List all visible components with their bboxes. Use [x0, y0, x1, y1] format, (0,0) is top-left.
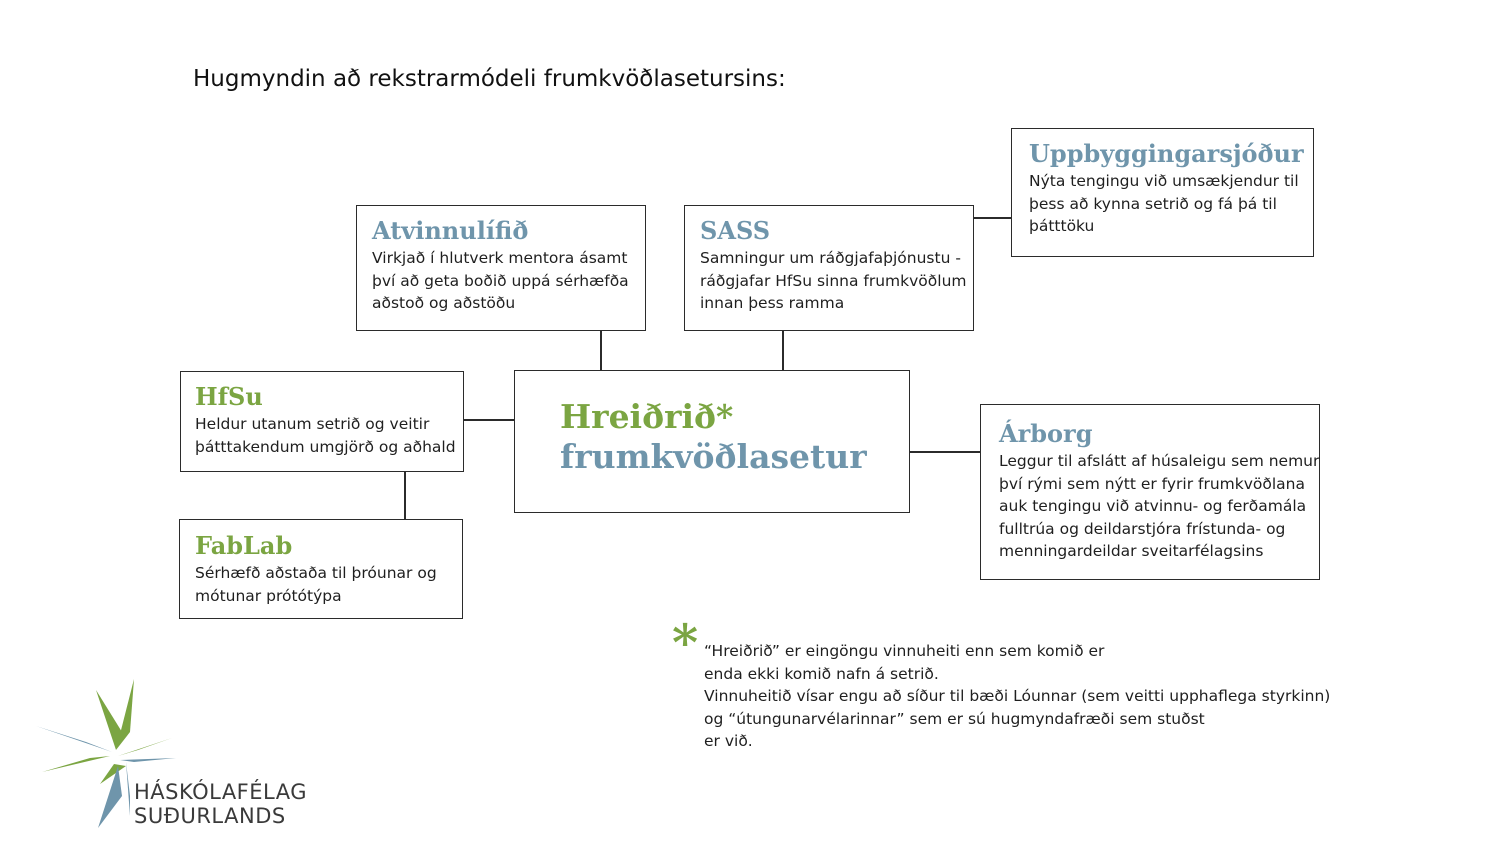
- box-sass-body: [700, 247, 973, 315]
- connector-hfsu-fablab: [404, 471, 406, 520]
- logo-text-line1: HÁSKÓLAFÉLAG: [134, 780, 307, 804]
- box-hfsu-line: þátttakendum umgjörð og aðhald: [195, 437, 456, 456]
- box-hfsu-title: HfSu: [195, 382, 263, 411]
- connector-center-arborg: [909, 451, 981, 453]
- logo-leaf-shape: [36, 726, 112, 752]
- box-arborg-title: Árborg: [999, 419, 1093, 448]
- footnote-text: [704, 640, 1330, 753]
- footnote-asterisk-icon: *: [672, 613, 699, 672]
- footnote-line: og “útungunarvélarinnar” sem er sú hugmyndafræði sem stuðst: [704, 709, 1205, 728]
- box-arborg-line: fulltrúa og deildarstjóra frístunda- og: [999, 519, 1286, 538]
- box-arborg-body: [999, 450, 1319, 563]
- box-uppbyggingarsjodur-line: þess að kynna setrið og fá þá til: [1029, 194, 1277, 213]
- box-arborg: [980, 404, 1320, 580]
- connector-hfsu-center: [462, 419, 515, 421]
- box-sass-line: ráðgjafar HfSu sinna frumkvöðlum: [700, 271, 967, 290]
- box-arborg-line: Leggur til afslátt af húsaleigu sem nemur: [999, 452, 1320, 470]
- logo-text-line2: SUÐURLANDS: [134, 804, 286, 828]
- logo-leaf-shape: [126, 762, 130, 816]
- box-uppbyggingarsjodur-line: þátttöku: [1029, 217, 1095, 235]
- box-hfsu-body: [195, 413, 463, 458]
- box-uppbyggingarsjodur-body: [1029, 170, 1313, 238]
- logo-text: [134, 780, 307, 828]
- box-uppbyggingarsjodur-line: Nýta tengingu við umsækjendur til: [1029, 172, 1299, 190]
- connector-sass-uppbyggingarsjodur: [973, 217, 1012, 219]
- logo-leaf-shape: [120, 758, 176, 762]
- box-atvinnulifid-line: Virkjað í hlutverk mentora ásamt: [372, 249, 628, 267]
- box-atvinnulifid-title: Atvinnulífið: [372, 216, 529, 245]
- box-fablab-title: FabLab: [195, 531, 293, 560]
- connector-atvinnulifid-center: [600, 330, 602, 372]
- box-fablab-line: mótunar prótótýpa: [195, 586, 342, 605]
- box-center-hreidrid: [514, 370, 910, 513]
- logo-leaf-shape: [118, 738, 172, 756]
- footnote-line: “Hreiðrið” er eingöngu vinnuheiti enn sem komið er: [704, 642, 1105, 660]
- box-fablab: [179, 519, 463, 619]
- box-atvinnulifid-line: aðstoð og aðstöðu: [372, 294, 516, 312]
- box-sass: [684, 205, 974, 331]
- page-title: Hugmyndin að rekstrarmódeli frumkvöðlasetursins:: [193, 66, 786, 92]
- box-fablab-line: Sérhæfð aðstaða til þróunar og: [195, 564, 437, 582]
- box-hfsu: [180, 371, 464, 472]
- box-uppbyggingarsjodur-title: Uppbyggingarsjóður: [1029, 139, 1304, 168]
- box-atvinnulifid-body: [372, 247, 645, 315]
- box-arborg-line: því rými sem nýtt er fyrir frumkvöðlana: [999, 474, 1306, 493]
- footnote-line: enda ekki komið nafn á setrið.: [704, 664, 939, 683]
- box-atvinnulifid-line: því að geta boðið uppá sérhæfða: [372, 271, 629, 290]
- footnote-line: Vinnuheitið vísar engu að síður til bæði Lóunnar (sem veitti upphaflega styrkinn): [704, 687, 1331, 705]
- footnote-line: er við.: [704, 732, 753, 750]
- box-uppbyggingarsjodur: [1011, 128, 1314, 257]
- box-sass-line: innan þess ramma: [700, 294, 845, 312]
- box-fablab-body: [195, 562, 462, 607]
- box-hfsu-line: Heldur utanum setrið og veitir: [195, 415, 430, 433]
- logo-leaf-shape: [42, 756, 110, 772]
- logo-leaf-shape: [100, 764, 126, 784]
- connector-sass-center: [782, 330, 784, 372]
- box-sass-title: SASS: [700, 216, 771, 245]
- center-title-line1: Hreiðrið*: [560, 397, 734, 436]
- box-atvinnulifid: [356, 205, 646, 331]
- box-sass-line: Samningur um ráðgjafaþjónustu -: [700, 249, 961, 267]
- center-title-line2: frumkvöðlasetur: [560, 437, 867, 476]
- box-arborg-line: auk tengingu við atvinnu- og ferðamála: [999, 497, 1307, 515]
- logo-leaf-shape: [96, 690, 122, 750]
- box-arborg-line: menningardeildar sveitarfélagsins: [999, 542, 1264, 560]
